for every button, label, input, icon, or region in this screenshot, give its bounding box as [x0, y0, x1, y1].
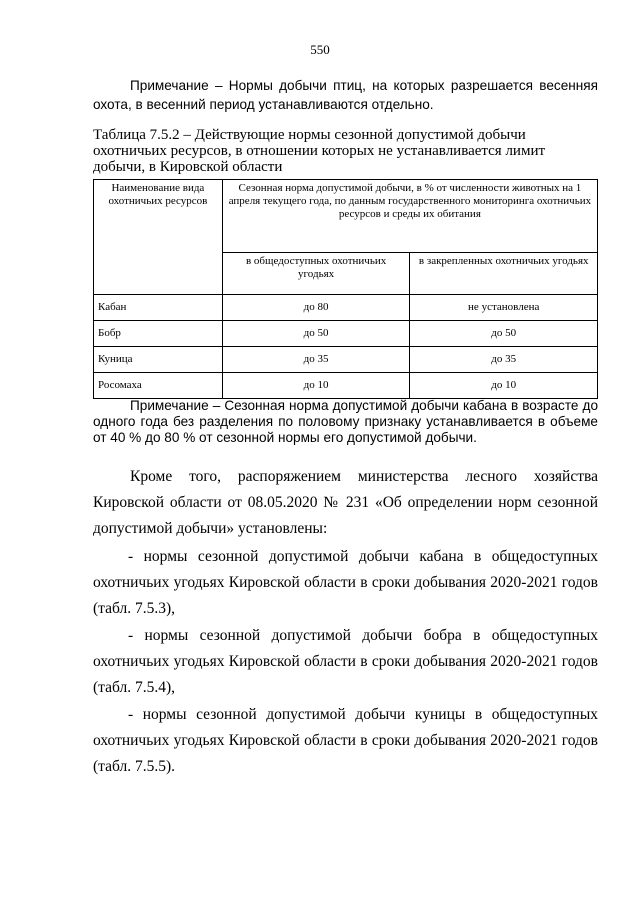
table-row	[94, 373, 598, 399]
row-species: Куница	[94, 347, 223, 373]
subheader-assigned-lands: в закрепленных охотничьих угодьях	[410, 252, 598, 294]
norms-table	[93, 179, 598, 399]
row-assigned-value: до 50	[410, 321, 598, 347]
header-species-name: Наименование вида охотничьих ресурсов	[94, 180, 223, 295]
row-public-value: до 50	[222, 321, 410, 347]
list-item: - нормы сезонной допустимой добычи куницы в общедоступных охотничьих угодьях Кировской области в сроки добывания 2020-2021 годов (табл. 7.5.5).	[93, 706, 598, 775]
table-row	[94, 295, 598, 321]
list-item: - нормы сезонной допустимой добычи кабана в общедоступных охотничьих угодьях Кировской области в сроки добывания 2020-2021 годов (табл. 7.5.3),	[93, 548, 598, 617]
row-species: Кабан	[94, 295, 223, 321]
row-assigned-value: не установлена	[410, 295, 598, 321]
row-assigned-value: до 10	[410, 373, 598, 399]
row-species: Росомаха	[94, 373, 223, 399]
list-item: - нормы сезонной допустимой добычи бобра в общедоступных охотничьих угодьях Кировской области в сроки добывания 2020-2021 годов (табл. 7.5.4),	[93, 627, 598, 696]
table-caption: Таблица 7.5.2 – Действующие нормы сезонной допустимой добычи охотничьих ресурсов, в отношении которых не устанавливается лимит добычи, в Кировской области	[93, 127, 546, 175]
subheader-public-lands: в общедоступных охотничьих угодьях	[222, 252, 410, 294]
row-public-value: до 35	[222, 347, 410, 373]
header-season-norm: Сезонная норма допустимой добычи, в % от численности животных на 1 апреля текущего года, по данным государственного мониторинга охотничьих ресурсов и среды их обитания	[222, 180, 597, 253]
table-row	[94, 347, 598, 373]
row-public-value: до 80	[222, 295, 410, 321]
table-header-row	[94, 180, 598, 253]
row-species: Бобр	[94, 321, 223, 347]
body-paragraph: Кроме того, распоряжением министерства лесного хозяйства Кировской области от 08.05.2020 № 231 «Об определении норм сезонной допустимой добычи» установлены:	[93, 468, 598, 537]
row-public-value: до 10	[222, 373, 410, 399]
row-assigned-value: до 35	[410, 347, 598, 373]
note-spring-hunting: Примечание – Нормы добычи птиц, на которых разрешается весенняя охота, в весенний период устанавливаются отдельно.	[93, 78, 598, 112]
page-number: 550	[310, 42, 330, 57]
note-boar-young: Примечание – Сезонная норма допустимой добычи кабана в возрасте до одного года без разделения по половому признаку устанавливается в объеме от 40 % до 80 % от сезонной нормы его допустимой добычи.	[93, 398, 598, 445]
table-row	[94, 321, 598, 347]
